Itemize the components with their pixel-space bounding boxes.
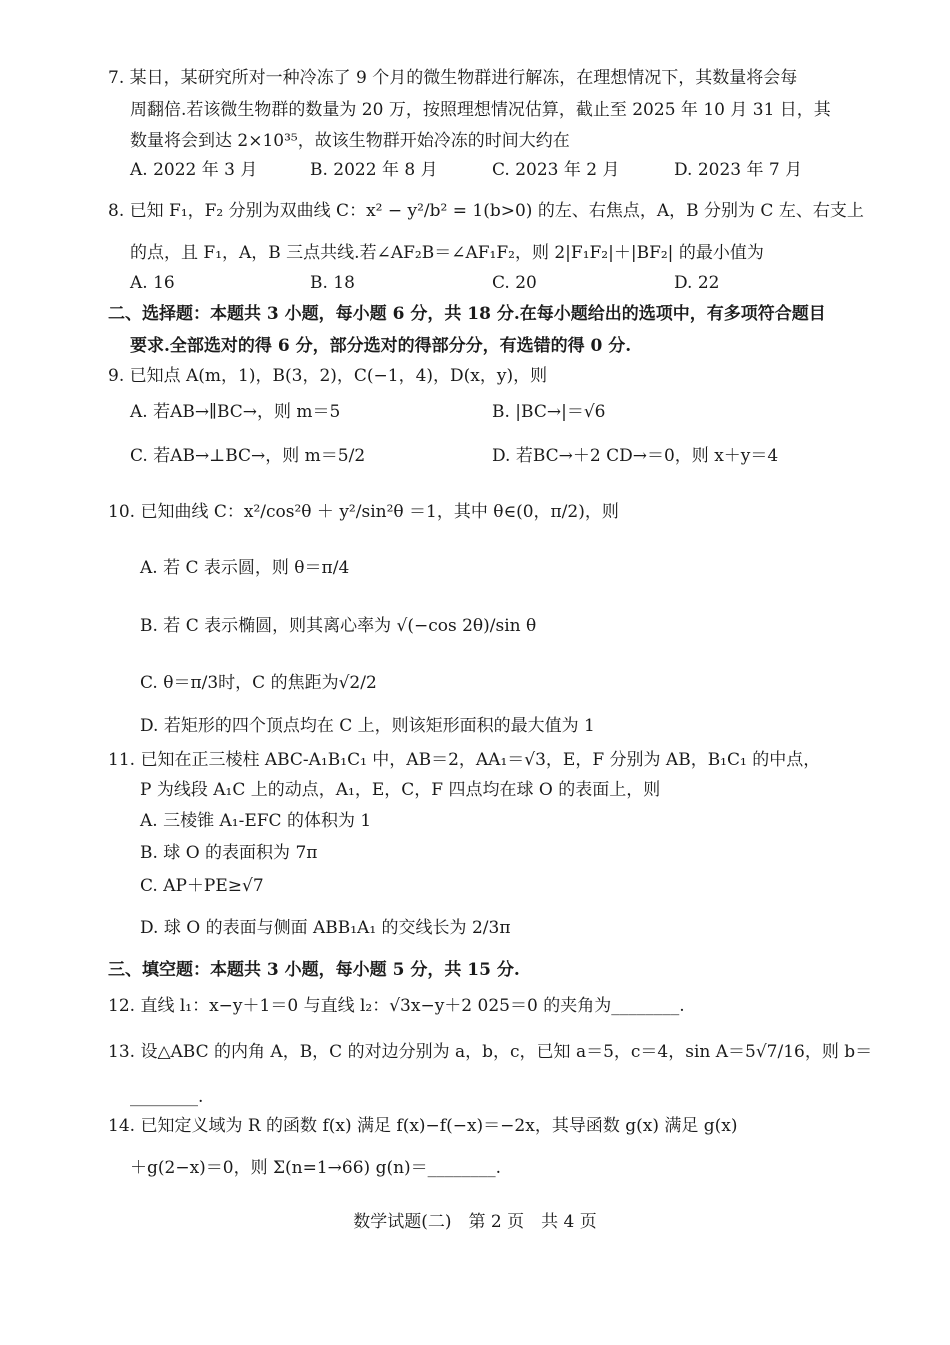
q9-option-c: C. 若AB→⊥BC→，则 m＝5/2 (130, 446, 366, 466)
q7-option-a: A. 2022 年 3 月 (130, 160, 258, 180)
q11-option-b: B. 球 O 的表面积为 7π (140, 843, 318, 863)
q10-option-a: A. 若 C 表示圆，则 θ＝π/4 (140, 558, 350, 578)
q11-option-c: C. AP＋PE≥√7 (140, 876, 264, 896)
q8-option-b: B. 18 (310, 273, 355, 293)
q8-option-d: D. 22 (674, 273, 720, 293)
q10-option-b: B. 若 C 表示椭圆，则其离心率为 √(−cos 2θ)/sin θ (140, 616, 537, 636)
q7-line1: 7. 某日，某研究所对一种冷冻了 9 个月的微生物群进行解冻，在理想情况下，其数量将会每 (108, 68, 798, 88)
q9-option-d: D. 若BC→＋2 CD→＝0，则 x＋y＝4 (492, 446, 779, 466)
q9-option-a: A. 若AB→∥BC→，则 m＝5 (130, 402, 341, 422)
q12-text: 12. 直线 l₁：x−y＋1＝0 与直线 l₂：√3x−y＋2 025＝0 的夹角为________. (108, 996, 685, 1016)
q13-line2: ________. (130, 1087, 204, 1107)
q10-option-c: C. θ＝π/3时，C 的焦距为√2/2 (140, 673, 377, 693)
section-2-instructions: 要求.全部选对的得 6 分，部分选对的得部分分，有选错的得 0 分. (130, 336, 632, 356)
q7-option-d: D. 2023 年 7 月 (674, 160, 803, 180)
q10-stem: 10. 已知曲线 C：x²/cos²θ ＋ y²/sin²θ ＝1，其中 θ∈(0，π/2)，则 (108, 502, 619, 522)
q9-stem: 9. 已知点 A(m，1)，B(3，2)，C(−1，4)，D(x，y)，则 (108, 366, 548, 386)
q11-line2: P 为线段 A₁C 上的动点，A₁，E，C，F 四点均在球 O 的表面上，则 (140, 780, 661, 800)
page-footer: 数学试题(二) 第 2 页 共 4 页 (353, 1212, 597, 1232)
q14-line2: ＋g(2−x)＝0，则 Σ(n=1→66) g(n)＝________. (130, 1158, 502, 1178)
q11-line1: 11. 已知在正三棱柱 ABC-A₁B₁C₁ 中，AB＝2，AA₁＝√3，E，F 分别为 AB，B₁C₁ 的中点， (108, 750, 821, 770)
q8-line1: 8. 已知 F₁，F₂ 分别为双曲线 C：x² − y²/b² = 1(b>0) 的左、右焦点，A，B 分别为 C 左、右支上 (108, 201, 864, 221)
section-3-heading: 三、填空题：本题共 3 小题，每小题 5 分，共 15 分. (108, 960, 520, 980)
q13-line1: 13. 设△ABC 的内角 A，B，C 的对边分别为 a，b，c，已知 a＝5，c＝4，sin A＝5√7/16，则 b＝ (108, 1042, 873, 1062)
q11-option-a: A. 三棱锥 A₁-EFC 的体积为 1 (140, 811, 372, 831)
q9-option-b: B. |BC→|＝√6 (492, 402, 606, 422)
q8-option-c: C. 20 (492, 273, 537, 293)
q7-option-b: B. 2022 年 8 月 (310, 160, 438, 180)
q10-option-d: D. 若矩形的四个顶点均在 C 上，则该矩形面积的最大值为 1 (140, 716, 595, 736)
q8-line2: 的点，且 F₁，A，B 三点共线.若∠AF₂B＝∠AF₁F₂，则 2|F₁F₂|＋|BF₂| 的最小值为 (130, 243, 764, 263)
q14-line1: 14. 已知定义域为 R 的函数 f(x) 满足 f(x)−f(−x)＝−2x，其导函数 g(x) 满足 g(x) (108, 1116, 738, 1136)
q7-line2: 周翻倍.若该微生物群的数量为 20 万，按照理想情况估算，截止至 2025 年 10 月 31 日，其 (130, 100, 831, 120)
q7-line3: 数量将会到达 2×10³⁵，故该生物群开始冷冻的时间大约在 (130, 131, 570, 151)
q8-option-a: A. 16 (130, 273, 175, 293)
q11-option-d: D. 球 O 的表面与侧面 ABB₁A₁ 的交线长为 2/3π (140, 918, 511, 938)
section-2-heading: 二、选择题：本题共 3 小题，每小题 6 分，共 18 分.在每小题给出的选项中，有多项符合题目 (108, 304, 826, 324)
q7-option-c: C. 2023 年 2 月 (492, 160, 620, 180)
